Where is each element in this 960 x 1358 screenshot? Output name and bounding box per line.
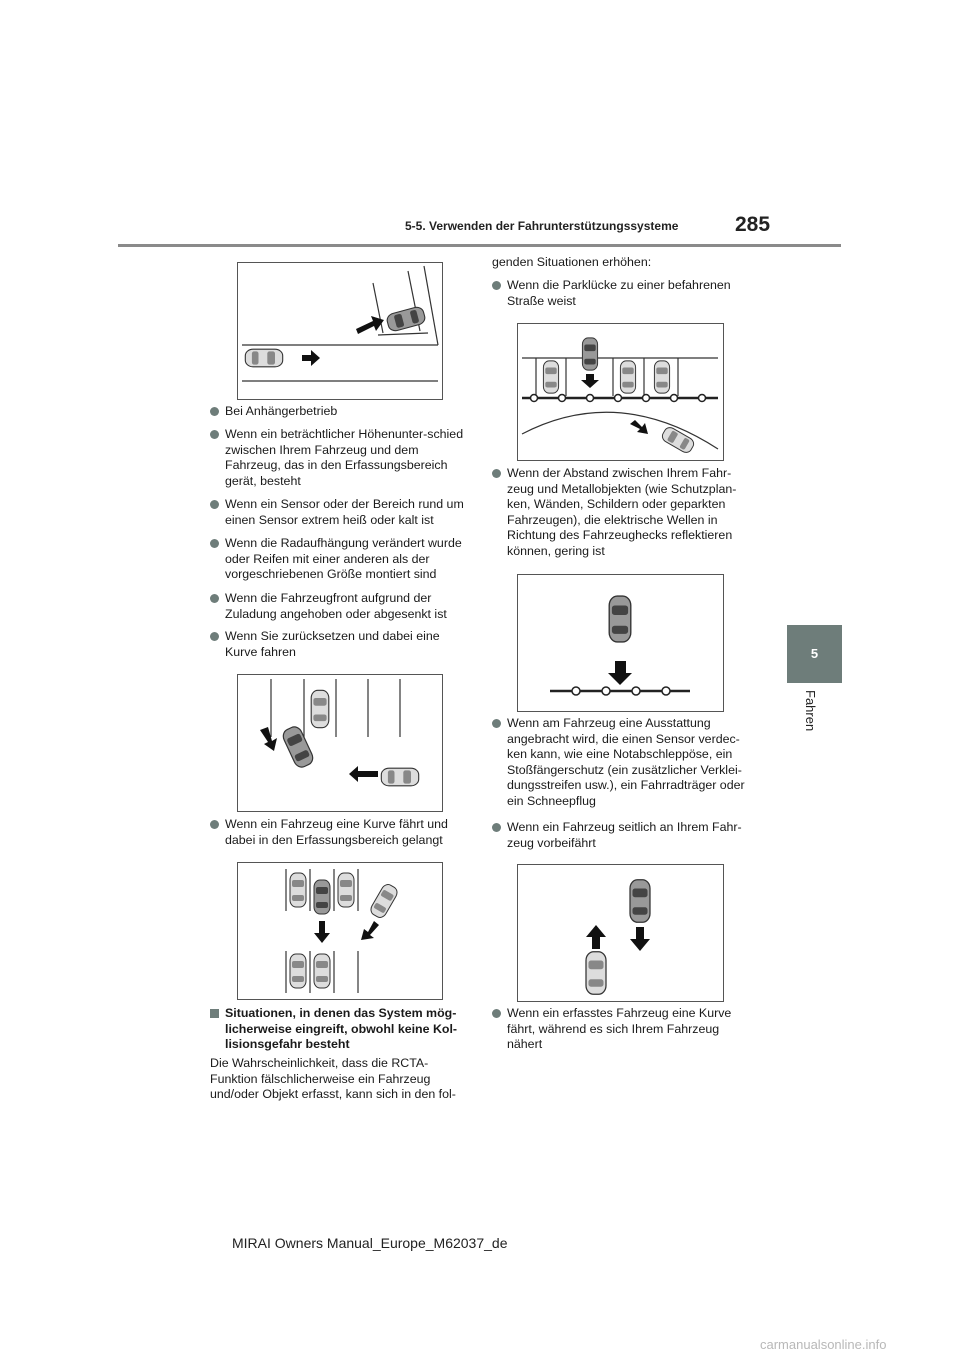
figure-vehicle-passing [517,864,724,1002]
list-item: Wenn ein erfasstes Fahrzeug eine Kurve fährt, während es sich Ihrem Fahrzeug nähert [492,1006,754,1053]
list-item: Wenn ein Fahrzeug seitlich an Ihrem Fahr-zeug vorbeifährt [492,820,754,851]
list-item: Wenn ein Sensor oder der Bereich rund um einen Sensor extrem heiß oder kalt ist [210,497,472,528]
list-item: Wenn ein Fahrzeug eine Kurve fährt und dabei in den Erfassungsbereich gelangt [210,817,472,848]
header-rule [118,244,841,247]
manual-id-footer: MIRAI Owners Manual_Europe_M62037_de [232,1235,508,1251]
chapter-tab: 5 [787,625,842,683]
section-text: Die Wahrscheinlichkeit, dass die RCTA-Funktion fälschlicherweise ein Fahrzeug und/oder Objekt erfasst, kann sich in den fol- [210,1056,456,1101]
list-item: Wenn die Radaufhängung verändert wurde oder Reifen mit einer anderen als der vorgeschriebenen Größe montiert sind [210,536,472,583]
figure-reverse-curve [237,674,443,812]
page-number: 285 [735,213,771,236]
list-item: Bei Anhängerbetrieb [210,404,472,420]
list-item: Wenn die Parklücke zu einer befahrenen Straße weist [492,278,754,309]
list-item: Wenn der Abstand zwischen Ihrem Fahr-zeug und Metallobjekten (wie Schutzplan-ken, Wänden, Schildern oder geparkten Fahrzeugen), die elektrische Wellen in Richtung des Fahrzeughecks reflektieren können, gering ist [492,466,754,559]
section-heading: Situationen, in denen das System mög-licherweise eingreift, obwohl keine Kol-lisionsgefahr besteht [210,1006,472,1053]
section-title: 5-5. Verwenden der Fahrunterstützungssysteme [405,219,679,233]
figure-metal-objects [517,574,724,712]
list-item: Wenn ein beträchtlicher Höhenunter-schied zwischen Ihrem Fahrzeug und dem Fahrzeug, das in den Erfassungsbereich gerät, besteht [210,427,472,489]
list-item: Wenn Sie zurücksetzen und dabei eine Kurve fahren [210,629,472,660]
chapter-label: Fahren [803,690,818,732]
list-item: Wenn die Fahrzeugfront aufgrund der Zuladung angehoben oder abgesenkt ist [210,591,472,622]
figure-parking-facing-road [517,323,724,461]
figure-vehicle-curve-entering [237,862,443,1000]
intro-text: genden Situationen erhöhen: [492,255,652,269]
figure-reversing-parking-lane [237,262,443,400]
watermark: carmanualsonline.info [760,1337,887,1352]
list-item: Wenn am Fahrzeug eine Ausstattung angebracht wird, die einen Sensor verdec-ken kann, wie eine Notabschleppöse, ein Stoßfängerschutz (ein zusätzlicher Verklei-dungsstreifen usw.), ein Fahrradträger oder ein Schneepflug [492,716,754,809]
